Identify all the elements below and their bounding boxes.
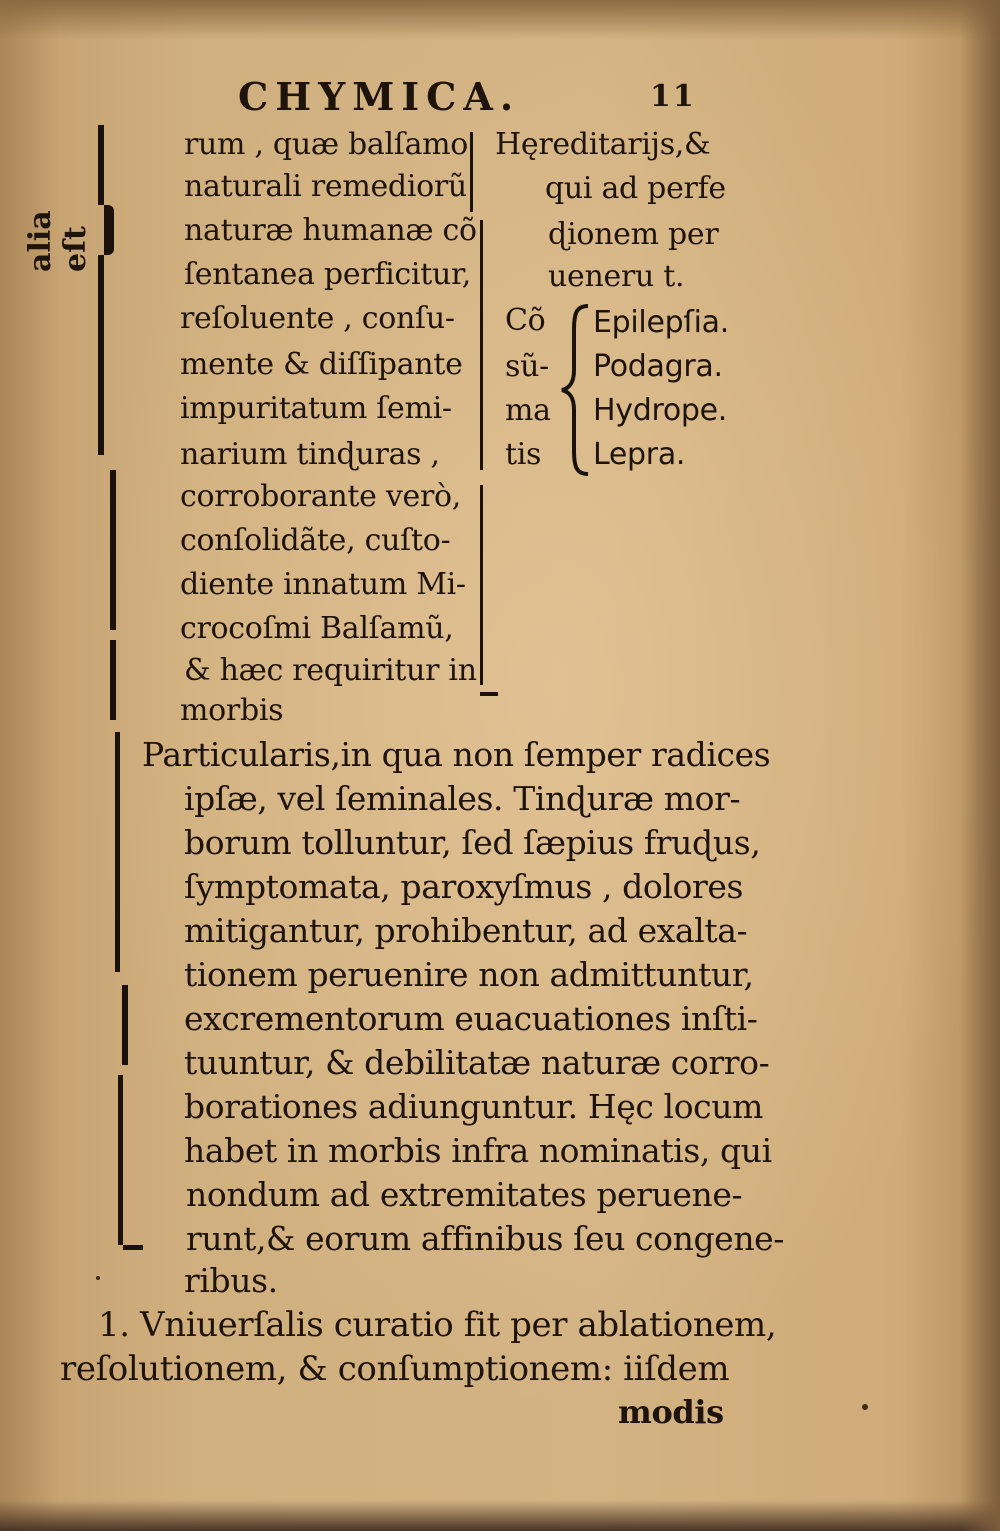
particular-line-1: Particularis,in qua non ſemper radices	[142, 735, 771, 774]
bracket-inner-bottom	[110, 640, 116, 720]
curly-brace	[558, 300, 594, 480]
catchword: modis	[618, 1393, 724, 1431]
left-line-10: conſolidãte, cuſto-	[180, 523, 451, 558]
left-line-7: impuritatum ſemi-	[180, 391, 452, 426]
page-number: 11	[650, 79, 696, 114]
particular-line-13: ribus.	[184, 1261, 278, 1300]
running-title: CHYMICA.	[238, 74, 521, 119]
divider-right-lower	[480, 485, 483, 685]
group-label-3: ma	[505, 393, 551, 428]
right-line-4: ueneru t.	[548, 259, 685, 294]
left-line-1: rum , quæ balſamo	[184, 127, 469, 162]
bracket-inner-top	[110, 470, 116, 630]
disease-3: Hydrope.	[593, 393, 728, 428]
page-edge-right	[960, 0, 1000, 1531]
left-line-4: ſentanea perficitur,	[184, 257, 471, 292]
particular-line-11: nondum ad extremitates peruene-	[186, 1175, 743, 1214]
bracket-outer-mid	[98, 255, 104, 455]
group-label-2: sũ-	[505, 349, 549, 384]
ink-speck	[96, 1276, 100, 1280]
left-line-3: naturæ humanæ cõ	[184, 213, 477, 248]
disease-4: Lepra.	[593, 437, 686, 472]
bracket-particular-foot	[123, 1245, 143, 1250]
particular-line-8: tuuntur, & debilitatæ naturæ corro-	[184, 1043, 770, 1082]
left-line-5: reſoluente , conſu-	[180, 301, 455, 336]
bracket-particular-top	[115, 732, 120, 972]
left-line-14: morbis	[180, 693, 284, 728]
divider-right-foot	[480, 692, 498, 696]
divider-right-top	[470, 132, 473, 212]
left-line-9: corroborante verò,	[180, 479, 462, 514]
page-edge-bottom	[0, 1500, 1000, 1531]
left-line-11: diente innatum Mi-	[180, 567, 466, 602]
particular-line-2: ipſæ, vel ſeminales. Tinɖuræ mor-	[184, 779, 741, 818]
bracket-particular-point	[122, 985, 128, 1065]
closing-line-2: reſolutionem, & conſumptionem: iiſdem	[60, 1349, 730, 1389]
left-line-13: & hæc requiritur in	[184, 653, 477, 688]
disease-2: Podagra.	[593, 349, 723, 384]
left-line-12: crocoſmi Balſamũ,	[180, 611, 454, 646]
particular-line-7: excrementorum euacuationes inſti-	[184, 999, 758, 1038]
particular-line-4: ſymptomata, paroxyſmus , dolores	[184, 867, 743, 906]
left-line-2: naturali remediorũ	[184, 169, 467, 204]
closing-line-1: 1. Vniuerſalis curatio fit per ablationem,	[98, 1305, 777, 1345]
particular-line-3: borum tolluntur, ſed ſæpius fruɖus,	[184, 823, 761, 862]
particular-line-9: borationes adiunguntur. Hęc locum	[184, 1087, 763, 1126]
right-line-3: ɖionem per	[548, 217, 719, 252]
disease-1: Epilepſia.	[593, 305, 729, 340]
particular-line-10: habet in morbis infra nominatis, qui	[184, 1131, 772, 1170]
page-edge-top	[0, 0, 1000, 40]
bracket-outer-top	[98, 125, 104, 205]
left-line-8: narium tinɖuras ,	[180, 437, 440, 472]
right-line-2: qui ad perfe	[545, 171, 726, 206]
bracket-outer-point	[104, 205, 114, 255]
right-line-1: Hęreditarijs,&	[495, 127, 711, 162]
left-line-6: mente & diſſipante	[180, 347, 463, 382]
group-label-1: Cõ	[505, 303, 546, 338]
group-label-4: tis	[505, 437, 542, 472]
ink-speck	[862, 1404, 868, 1410]
particular-line-12: runt,& eorum affinibus ſeu congene-	[186, 1219, 785, 1258]
bracket-particular-bottom	[118, 1075, 123, 1245]
particular-line-5: mitigantur, prohibentur, ad exalta-	[184, 911, 748, 950]
particular-line-6: tionem peruenire non admittuntur,	[184, 955, 754, 994]
margin-note: alia eſt	[23, 210, 93, 272]
divider-right-mid	[480, 220, 483, 470]
